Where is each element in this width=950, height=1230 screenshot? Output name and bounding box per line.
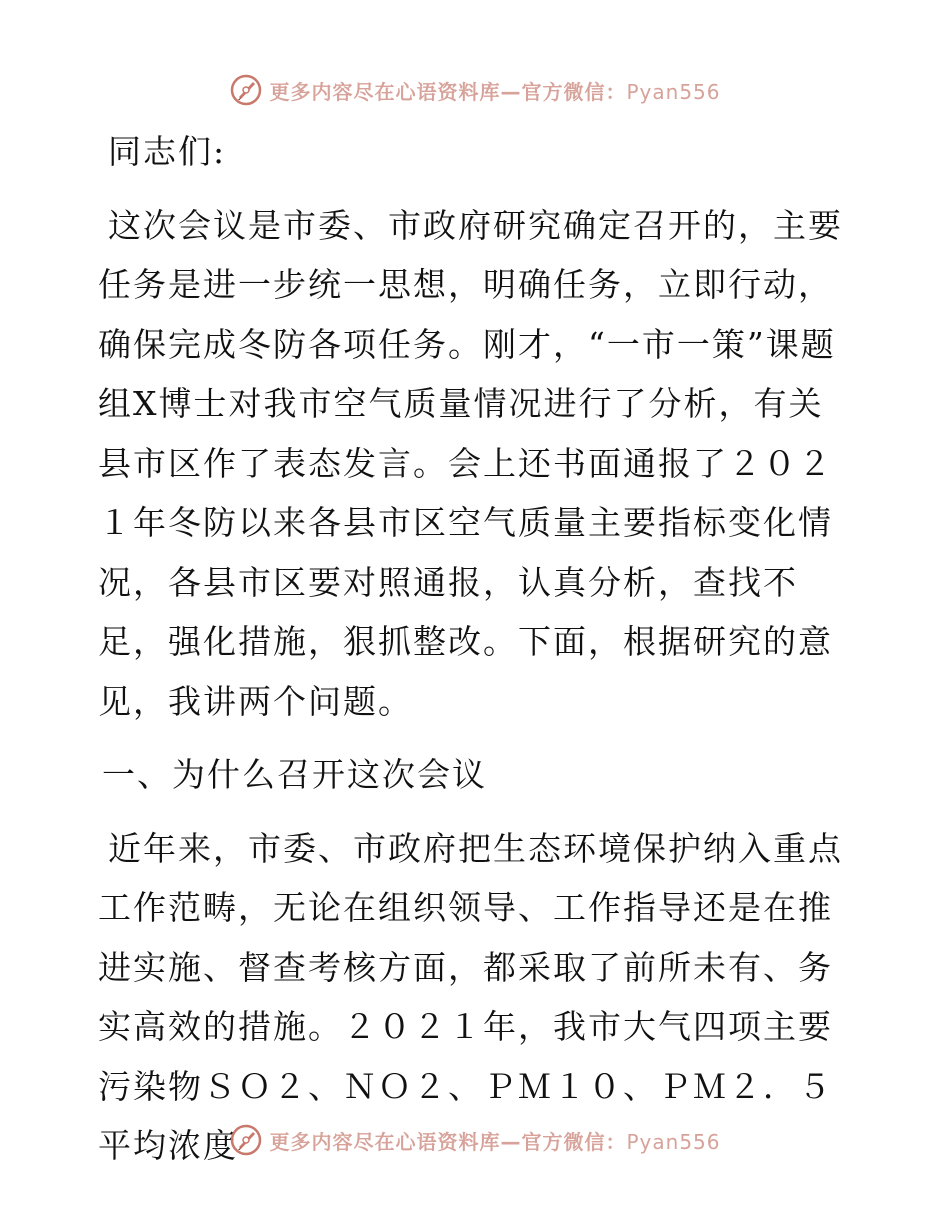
- watermark-wechat-id: Pyan556: [626, 79, 721, 104]
- watermark-footer: [0, 1120, 950, 1160]
- watermark-text: 更多内容尽在心语资料库—官方微信：Pyan556: [269, 79, 721, 104]
- section-heading-1: 一、为什么召开这次会议: [102, 755, 487, 794]
- quill-pen-logo-icon: [229, 1123, 263, 1157]
- watermark-header: [0, 70, 950, 110]
- document-body: [98, 122, 858, 1176]
- quill-pen-logo-icon: [229, 73, 263, 107]
- watermark-wechat-id: Pyan556: [626, 1129, 721, 1154]
- paragraph-intro: 这次会议是市委、市政府研究确定召开的，主要任务是进一步统一思想，明确任务，立即行动，确保完成冬防各项任务。刚才，“一市一策”课题组X博士对我市空气质量情况进行了分析，有关县市区作了表态发言。会上还书面通报了２０２１年冬防以来各县市区空气质量主要指标变化情况，各县市区要对照通报，认真分析，查找不足，强化措施，狠抓整改。下面，根据研究的意见，我讲两个问题。: [98, 205, 843, 721]
- paragraph-section-1: 近年来，市委、市政府把生态环境保护纳入重点工作范畴，无论在组织领导、工作指导还是在推进实施、督查考核方面，都采取了前所未有、务实高效的措施。２０２１年，我市大气四项主要污染物ＳＯ２、ＮＯ２、ＰＭ１０、ＰＭ２．５平均浓度: [98, 828, 843, 1165]
- greeting: 同志们:: [108, 132, 227, 171]
- watermark-text: 更多内容尽在心语资料库—官方微信：Pyan556: [269, 1129, 721, 1154]
